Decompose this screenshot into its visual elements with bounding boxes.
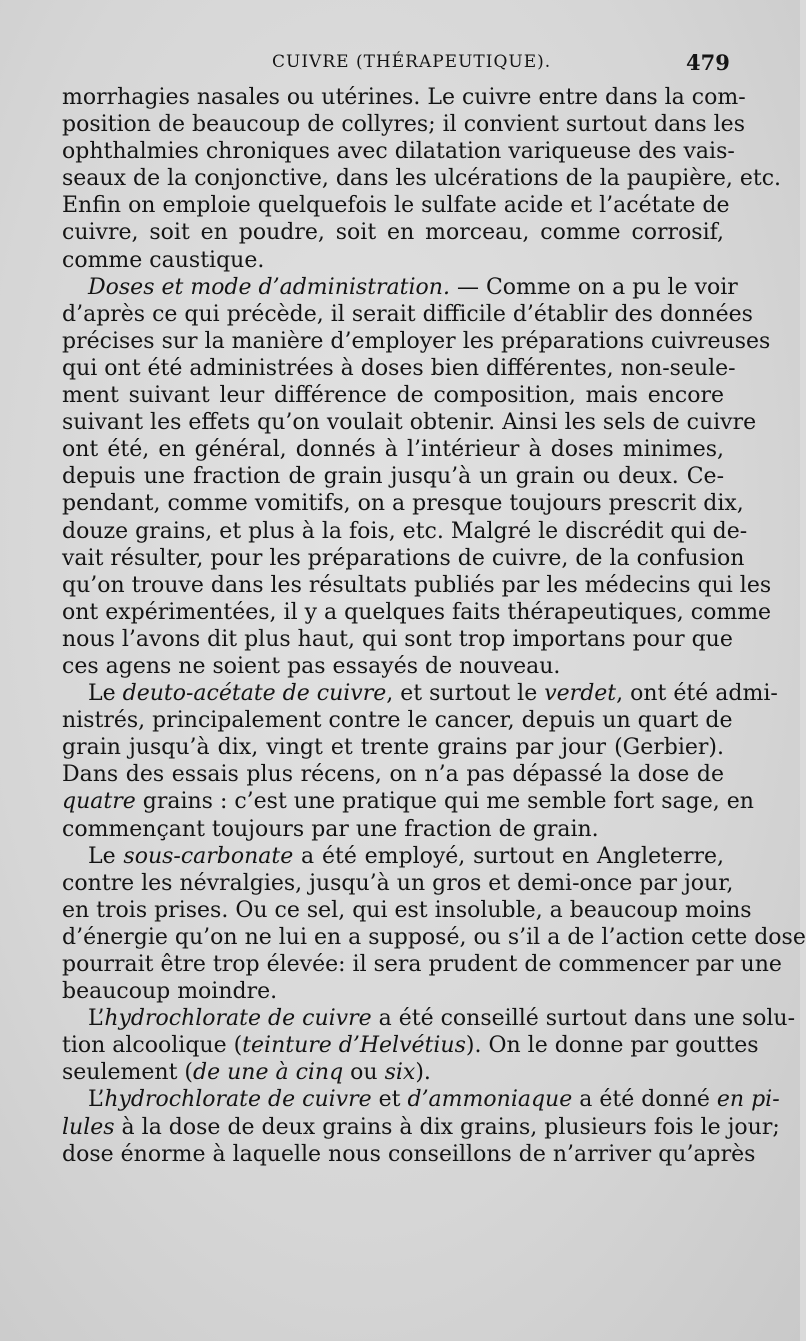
text-line [62,192,730,219]
running-title: CUIVRE (THÉRAPEUTIQUE). [272,52,552,72]
text-run: ). On le donne par gouttes [465,1033,759,1059]
text-line [62,843,724,870]
text-run: L’ [88,1087,105,1113]
text-run: ). [415,1060,431,1086]
text-run: Le [88,843,124,869]
text-line [62,301,753,328]
text-run: L’ [88,1006,105,1032]
body-text [62,84,806,1168]
text-run: beaucoup moindre. [62,979,278,1005]
text-run: , et surtout le [386,681,545,707]
text-line [62,1005,796,1032]
text-line [62,328,771,355]
text-run: depuis une fraction de grain jusqu’à un grain ou deux. Ce- [62,464,724,490]
text-line [62,978,724,1005]
text-line [62,219,724,246]
text-run: suivant les effets qu’on voulait obtenir. Ainsi les sels de cuivre [62,410,757,436]
text-line [62,1059,724,1086]
italic-run: deuto-acétate de cuivre [122,681,387,707]
text-run: cuivre, soit en poudre, soit en morceau, comme corrosif, [62,220,724,246]
text-line [62,165,782,192]
text-run: ces agens ne soient pas essayés de nouveau. [62,653,561,679]
text-run: contre les névralgies, jusqu’à un gros et demi-once par jour, [62,870,734,896]
text-run: ophthalmies chroniques avec dilatation variqueuse des vais- [62,139,735,165]
italic-run: hydrochlorate de cuivre [104,1087,372,1113]
italic-run: Doses et mode d’administration. [88,274,450,300]
text-line [62,707,733,734]
text-run: ou [343,1060,385,1086]
text-line [62,274,738,301]
text-line [62,84,746,111]
text-line [62,490,744,517]
text-line [62,870,734,897]
text-line [62,897,752,924]
italic-run: quatre [62,789,136,815]
italic-run: de une à cinq [193,1060,344,1086]
running-head [0,52,800,82]
text-run: comme caustique. [62,247,265,273]
italic-run: d’ammoniaque [407,1087,573,1113]
text-line [62,545,745,572]
text-run: Dans des essais plus récens, on n’a pas dépassé la dose de [62,762,724,788]
italic-run: lules [62,1114,115,1140]
text-run: et [371,1087,408,1113]
text-run: ont été, en général, donnés à l’intérieur à doses minimes, [62,437,724,463]
text-run: en trois prises. Ou ce sel, qui est insoluble, a beaucoup moins [62,897,752,923]
text-run: grains : c’est une pratique qui me semble fort sage, en [135,789,754,815]
text-run: , ont été admi- [616,681,778,707]
text-run: ment suivant leur différence de composition, mais encore [62,383,724,409]
italic-run: six [384,1060,416,1086]
text-line [62,599,772,626]
text-run: seulement ( [62,1060,194,1086]
text-line [62,788,754,815]
text-line [62,518,748,545]
text-run: seaux de la conjonctive, dans les ulcérations de la paupière, etc. [62,166,782,192]
text-line [62,436,724,463]
text-line [62,463,724,490]
text-run: pourrait être trop élevée: il sera prudent de commencer par une [62,952,782,977]
italic-run: sous-carbonate [123,843,294,869]
text-line [62,1032,759,1059]
text-run: a été donné [572,1087,717,1113]
text-run: dose énorme à laquelle nous conseillons de n’arriver qu’après [62,1141,756,1167]
text-line [62,111,745,138]
text-run: — Comme on a pu le voir [449,274,738,300]
text-run: nous l’avons dit plus haut, qui sont trop importans pour que [62,626,733,652]
text-run: grain jusqu’à dix, vingt et trente grains par jour (Gerbier). [62,735,724,761]
text-line [62,1086,780,1113]
text-line [62,653,724,680]
italic-run: verdet [544,681,617,707]
text-run: d’énergie qu’on ne lui en a supposé, ou s’il a de l’action cette dose [62,924,806,950]
text-line [62,355,736,382]
text-line [62,816,724,843]
text-line [62,409,757,436]
text-line [62,680,778,707]
text-line [62,1141,756,1168]
text-run: morrhagies nasales ou utérines. Le cuivre entre dans la com- [62,85,746,110]
text-run: ont expérimentées, il y a quelques faits thérapeutiques, comme [62,599,772,625]
italic-run: en pi- [716,1087,780,1113]
text-run: a été employé, surtout en Angleterre, [293,843,724,869]
text-line [62,138,735,165]
text-line [62,734,724,761]
text-run: vait résulter, pour les préparations de cuivre, de la confusion [62,545,745,571]
text-run: qui ont été administrées à doses bien différentes, non-seule- [62,355,736,381]
text-run: à la dose de deux grains à dix grains, plusieurs fois le jour; [114,1114,780,1140]
text-line [62,924,806,951]
text-run: Le [88,681,123,707]
text-run: position de beaucoup de collyres; il convient surtout dans les [62,112,745,138]
text-line [62,951,782,978]
text-run: qu’on trouve dans les résultats publiés par les médecins qui les [62,572,772,598]
text-run: Enfin on emploie quelquefois le sulfate acide et l’acétate de [62,193,730,219]
text-run: douze grains, et plus à la fois, etc. Malgré le discrédit qui de- [62,518,748,544]
text-line [62,572,772,599]
text-line [62,1114,780,1141]
text-run: précises sur la manière d’employer les préparations cuivreuses [62,328,771,354]
italic-run: hydrochlorate de cuivre [104,1006,372,1032]
text-line [62,382,724,409]
text-run: tion alcoolique ( [62,1033,243,1059]
text-run: commençant toujours par une fraction de grain. [62,816,599,842]
text-run: nistrés, principalement contre le cancer, depuis un quart de [62,708,733,734]
text-run: d’après ce qui précède, il serait difficile d’établir des données [62,301,753,327]
italic-run: teinture d’Helvétius [242,1033,466,1059]
text-line [62,247,724,274]
text-run: pendant, comme vomitifs, on a presque toujours prescrit dix, [62,491,744,517]
page-number: 479 [686,50,730,75]
text-line [62,761,724,788]
text-run: a été conseillé surtout dans une solu- [371,1006,796,1032]
text-line [62,626,733,653]
